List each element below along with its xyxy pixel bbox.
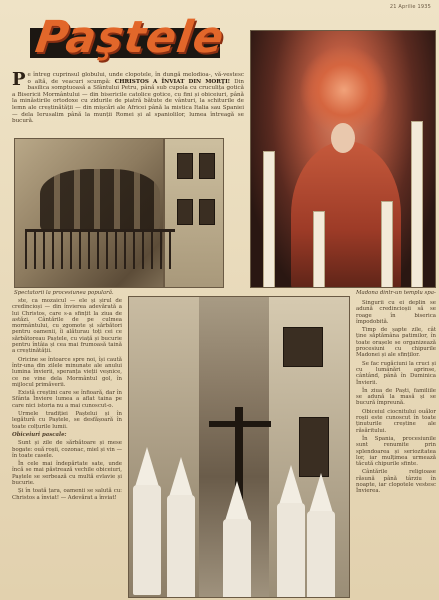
photo-window xyxy=(177,199,193,225)
madonna-photo-caption: Madona dintr-un templu spa- xyxy=(356,290,436,296)
article-paragraph: În Spania, procesiunile sunt renumite prin splendoarea și seriozitatea lor, iar mulțimea urmează tăcută chipurile sfinte. xyxy=(356,435,436,468)
article-paragraph: În ziua de Paști, familiile se adună la masă și se bucură împreună. xyxy=(356,387,436,407)
photo-candle xyxy=(263,151,275,288)
photo-candle xyxy=(313,211,325,288)
article-paragraph: Timp de șapte zile, cât ține săptămâna patimilor, în toate orașele se organizează procesiuni cu chipurile Madonei și ale sfinților. xyxy=(356,327,436,359)
photo-candle xyxy=(381,201,393,288)
photo-penitent-hood xyxy=(169,457,193,497)
article-paragraph: În cele mai îndepărtate sate, unde încă se mai păstrează vechile obiceiuri, Paștele se serbează cu multă evlavie și bucurie. xyxy=(12,461,122,487)
photo-penitent-hood xyxy=(135,447,159,487)
photo-penitent-hood xyxy=(225,481,249,521)
photo-window xyxy=(177,153,193,179)
madonna-statue-photo xyxy=(250,30,436,288)
photo-crowd-figures xyxy=(40,169,160,231)
photo-window xyxy=(199,153,215,179)
article-paragraph: Urmele tradiției Paștelui și în legătură cu Paștele, se desfășoară în toate colțurile lumii. xyxy=(12,411,122,430)
issue-date: 21 Aprilie 1935 xyxy=(389,4,431,10)
photo-penitent-gown xyxy=(223,519,251,598)
article-paragraph: Cântările religioase răsună până târziu în noapte, iar clopotele vestesc Învierea. xyxy=(356,469,436,495)
dropcap-letter: P xyxy=(12,69,26,90)
hooded-procession-photo xyxy=(128,296,350,598)
article-paragraph: Se fac rugăciuni la cruci și cu lumânări aprinse, cântând, până în Duminica Învierii. xyxy=(356,360,436,386)
intro-continued-text: Din basilica somptuoasă a Sfântului Petru, până sub cupola cu cruculița gotică a Bisericii Mormântului — din bisericile catolice gotice, cu fini și obiceiuri, până la minăstirile ortodoxe cu zidurile de piatră bătute de vânturi, la schiturile de lemn ale creștinătății — din mișcări ale Africei până la mistica Italia sau Spaniei — dela Ierusalim până la munții Romei și al spaniolilor, lumea întreagă se bucură. xyxy=(12,78,244,125)
photo-halo-crown xyxy=(299,45,389,135)
balcony-photo-caption: Spectatorii la procesiunea populară. xyxy=(14,290,114,296)
article-paragraph: Singurii cu ei deplin se adună credincioșii să se roage în biserica împodobită. xyxy=(356,300,436,325)
page-title: Paştele xyxy=(32,12,228,63)
photo-window xyxy=(199,199,215,225)
article-paragraph: Obiceiul ciocnitului ouălor roșii este cunoscut în toate ținuturile creștine ale răsăritului. xyxy=(356,408,436,434)
article-subheading: Obiceiuri pascale: xyxy=(12,431,67,438)
photo-penitent-gown xyxy=(277,503,305,598)
photo-balcony-window xyxy=(283,327,323,367)
article-paragraph: Oricine se întoarce spre noi, își caută într-una din zilele minunate ale anului lumina învierii, speranța vieții veșnice, ce ne vine dela Mormântul gol, în mijlocul primăverii. xyxy=(12,356,122,388)
photo-madonna-face xyxy=(331,123,355,153)
intro-text: e întreg cuprinsul globului, unde clopotele, în dungă melodioa-, vă-vestesc o altă, de veacuri scumpă: xyxy=(27,72,244,85)
right-text-column xyxy=(356,300,436,598)
photo-cross-horizontal xyxy=(209,421,271,427)
article-paragraph: ste, ca mozaicul — ele și șirul de credincioși — din învierea adevărată a lui Christos, care s-a sfințit la ziua de astăzi. Cântările de pe culmea mormântului, cu zgomote și sărbători pentru oamenii, îi alăturau toți cei ce sărbătoreau Paștele, cu viață și bucurie pentru întâia și cea mai frumoasă taină a creștinătății. xyxy=(12,298,122,355)
article-paragraph: Există creștini care se înfioară, dar în Sfânta Înviere lumea a aflat taina pe care nici istoria nu a mai cunoscut-o. xyxy=(12,390,122,409)
photo-candle xyxy=(411,121,423,288)
intro-bold-heading: CHRISTOS A ÎNVIAT DIN MORŢI! xyxy=(114,78,231,85)
photo-penitent-gown xyxy=(133,485,161,595)
intro-paragraph xyxy=(12,69,244,134)
title-block xyxy=(30,10,228,76)
left-text-column xyxy=(12,298,122,598)
photo-penitent-gown xyxy=(307,511,335,598)
article-paragraph: Sunt și zile de sărbătoare și mese bogate: ouă roșii, cozonac, miel și vin — în toate casele. xyxy=(12,440,122,459)
balcony-spectators-photo xyxy=(14,138,224,288)
photo-balcony-railing xyxy=(25,229,175,269)
photo-penitent-hood xyxy=(309,473,333,513)
article-paragraph: Și în toată țara, oamenii se salută cu: Christos a înviat! — Adevărat a înviat! xyxy=(12,488,122,501)
photo-penitent-hood xyxy=(279,465,303,505)
photo-doorway xyxy=(299,417,329,477)
photo-penitent-gown xyxy=(167,495,195,598)
